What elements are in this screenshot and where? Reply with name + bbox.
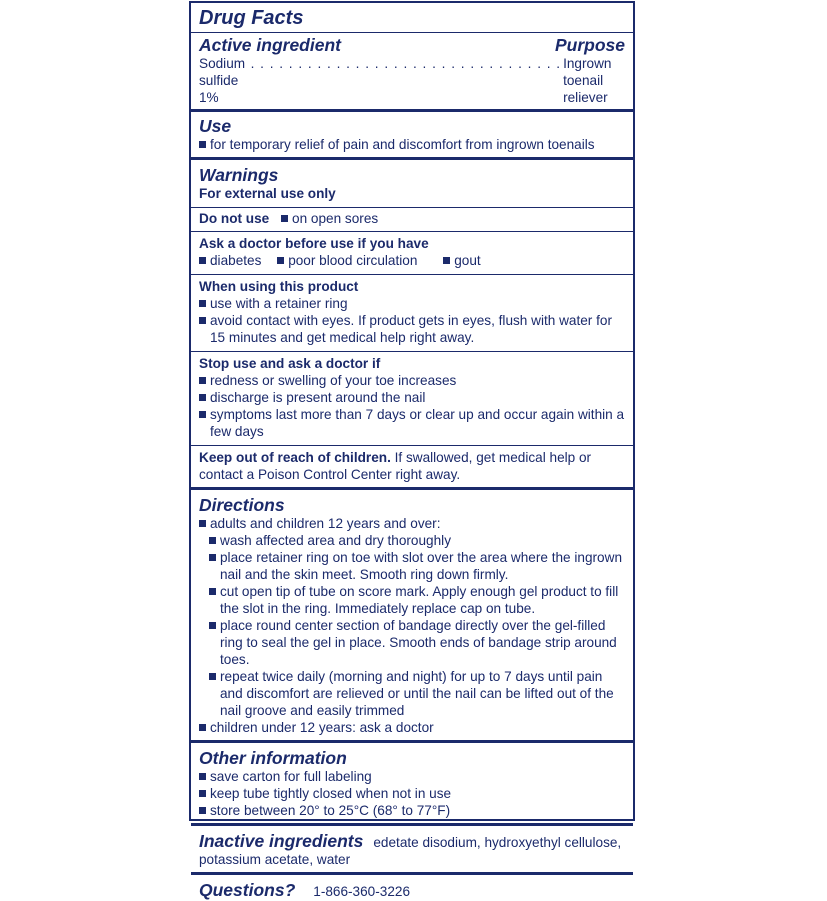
use-heading: Use: [199, 116, 232, 136]
inactive-ingredients-block: [199, 831, 625, 868]
other-information-item: save carton for full labeling: [199, 768, 625, 785]
other-information-item: store between 20° to 25°C (68° to 77°F): [199, 802, 625, 819]
active-ingredient-heading: Active ingredient: [199, 35, 341, 55]
active-ingredient-name: Sodium sulfide 1%: [199, 56, 246, 105]
ask-doctor-items: [199, 252, 625, 272]
do-not-use-line: [199, 208, 625, 229]
ask-doctor-item: gout: [443, 252, 480, 269]
inactive-ingredients-heading: Inactive ingredients: [199, 831, 364, 851]
inactive-ingredients-text: edetate disodium, hydroxyethyl cellulose, potassium acetate, water: [199, 835, 622, 867]
directions-adults: adults and children 12 years and over:: [199, 515, 625, 532]
active-ingredient-section: [191, 3, 633, 112]
when-using-item: avoid contact with eyes. If product gets in eyes, flush with water for 15 minutes and get medical help right away.: [199, 312, 625, 349]
do-not-use-label: Do not use: [199, 211, 270, 226]
directions-children: children under 12 years: ask a doctor: [199, 719, 625, 736]
directions-section: [191, 490, 633, 743]
drug-facts-title: Drug Facts: [199, 7, 304, 29]
keep-out-label: Keep out of reach of children.: [199, 450, 391, 465]
purpose-heading: Purpose: [554, 35, 625, 55]
do-not-use-item: on open sores: [281, 210, 378, 227]
stop-use-item: discharge is present around the nail: [199, 389, 625, 406]
when-using-item: use with a retainer ring: [199, 295, 625, 312]
other-information-section: [191, 743, 633, 826]
use-item: for temporary relief of pain and discomfort from ingrown toenails: [199, 136, 625, 153]
warnings-heading: Warnings: [199, 165, 279, 185]
directions-heading: Directions: [199, 495, 285, 515]
use-section: [191, 112, 633, 160]
when-using-heading: When using this product: [199, 279, 359, 294]
directions-step: place retainer ring on toe with slot over the area where the ingrown nail and the skin meet. Smooth ring down firmly.: [209, 549, 625, 583]
directions-step: place round center section of bandage directly over the gel-filled ring to seal the gel in place. Smooth ends of bandage strip around toes.: [209, 617, 625, 668]
questions-phone: 1-866-360-3226: [313, 884, 411, 899]
keep-out-text: If swallowed, get medical help or contact a Poison Control Center right away.: [199, 450, 592, 482]
leader-dots: . . . . . . . . . . . . . . . . . . . . . . . . . . . . . . . . .: [250, 56, 562, 71]
stop-use-item: symptoms last more than 7 days or clear up and occur again within a few days: [199, 406, 625, 443]
questions-section: [191, 875, 633, 901]
directions-step: cut open tip of tube on score mark. Apply enough gel product to fill the slot in the ring. Immediately replace cap on tube.: [209, 583, 625, 617]
ask-doctor-item: diabetes: [199, 252, 261, 269]
active-ingredient-purpose: Ingrown toenail reliever: [563, 56, 612, 105]
external-use-note: For external use only: [199, 186, 336, 201]
ask-doctor-item: poor blood circulation: [277, 252, 417, 269]
stop-use-item: redness or swelling of your toe increases: [199, 372, 625, 389]
directions-step: repeat twice daily (morning and night) for up to 7 days until pain and discomfort are relieved or until the nail can be lifted out of the nail groove and easily trimmed: [209, 668, 625, 719]
directions-step: wash affected area and dry thoroughly: [209, 532, 625, 549]
keep-out-of-reach: [199, 449, 625, 483]
warnings-section: [191, 160, 633, 490]
stop-use-heading: Stop use and ask a doctor if: [199, 356, 381, 371]
drug-facts-panel: [189, 1, 635, 900]
questions-heading: Questions?: [199, 880, 296, 900]
inactive-ingredients-section: [191, 826, 633, 875]
other-information-item: keep tube tightly closed when not in use: [199, 785, 625, 802]
ask-doctor-heading: Ask a doctor before use if you have: [199, 236, 429, 251]
other-information-heading: Other information: [199, 748, 347, 768]
